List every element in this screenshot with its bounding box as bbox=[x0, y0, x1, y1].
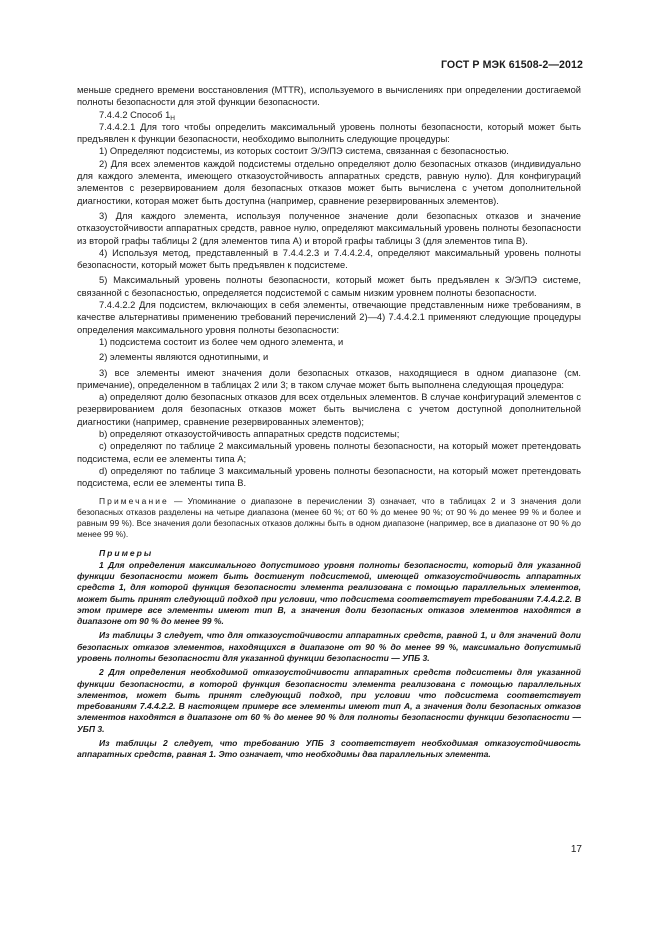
method-subscript: Н bbox=[170, 114, 175, 122]
condition-2: 2) элементы являются однотипными, и bbox=[99, 352, 269, 363]
list-item-2: 2) Для всех элементов каждой подсистемы отдельно определяют долю безопасных отказов (индивидуально для каждого элемента, имеющего отказоустойчивость аппаратных средств, равную нулю). Для конфигураций элементов с резервированием доля безопасных отказов может быть вычислена с учетом дополнительной диагностики, которая может быть доступна (например, сравнение резервированных элементов). bbox=[77, 158, 581, 206]
condition-3: 3) все элементы имеют значения доли безопасных отказов, находящиеся в одном диапазоне (см. примечание), определенном в таблицах 2 или 3; в таком случае может быть выполнена следующая процедура: bbox=[77, 367, 581, 390]
clause-7-4-4-2-2: 7.4.4.2.2 Для подсистем, включающих в себя элементы, отвечающие представленным ниже требованиям, в качестве альтернативы применению требований перечислений 2)—4) 7.4.4.2.1 применяют следующие процедуры определения максимального уровня полноты безопасности: bbox=[77, 300, 581, 335]
procedure-c: c) определяют по таблице 2 максимальный уровень полноты безопасности, на который может претендовать подсистема, если ее элементы типа А; bbox=[77, 441, 581, 464]
examples-title: Примеры bbox=[99, 548, 154, 559]
list-item-1: 1) Определяют подсистемы, из которых состоит Э/Э/ПЭ система, связанная с безопасностью. bbox=[99, 146, 509, 157]
procedure-a: a) определяют долю безопасных отказов для всех отдельных элементов. В случае конфигураций элементов с резервированием доля безопасных отказов может быть вычислена с учетом доступной дополнительной диагностики (например, сравнение резервированных элементов); bbox=[77, 392, 581, 427]
clause-7-4-4-2-1: 7.4.4.2.1 Для того чтобы определить максимальный уровень полноты безопасности, который может быть предъявлен к функции безопасности, необходимо выполнить следующие процедуры: bbox=[77, 121, 581, 145]
condition-1: 1) подсистема состоит из более чем одного элемента, и bbox=[99, 336, 344, 347]
method-heading-text: 7.4.4.2 Способ 1 bbox=[99, 109, 171, 120]
procedure-b: b) определяют отказоустойчивость аппаратных средств подсистемы; bbox=[99, 429, 400, 440]
note-label: Примечание bbox=[99, 495, 169, 506]
note-text: — Упоминание о диапазоне в перечислении 3) означает, что в таблицах 2 и 3 значения доли безопасных отказов разделены на четыре диапазона (менее 60 %; от 60 % до менее 90 %; от 90 % до менее 99 % и более и равным 99 %). Все значения доли безопасных отказов должны быть в одном диапазоне (например, все в диапазоне от 90 % до менее 99 %). bbox=[77, 495, 581, 540]
example-1: 1 Для определения максимального допустимого уровня полноты безопасности, который для указанной функции безопасности может быть достигнут подсистемой, имеющей отказоустойчивость аппаратных средств 1, для которой функция безопасности элемента реализована с помощью параллельных элементов, может быть принят следующий подход при условии, что подсистема соответствует требованиям 7.4.4.2.2. В этом примере все элементы имеют тип В, а значения доли безопасных отказов элементов находятся в диапазоне от 90 % до менее 99 %. bbox=[77, 559, 581, 627]
example-2: 2 Для определения необходимой отказоустойчивости аппаратных средств подсистемы для указанной функции безопасности, в которой функция безопасности элемента реализована с помощью параллельных элементов, может быть принят следующий подход, при условии что подсистема соответствует требованиям 7.4.4.2.2. В настоящем примере все элементы имеют тип А, а значения доли безопасных отказов элементов находятся в диапазоне от 60 % до менее 90 % для полноты безопасности функции безопасности — УБП 3. bbox=[77, 667, 581, 734]
standard-header: ГОСТ Р МЭК 61508-2—2012 bbox=[440, 59, 583, 71]
procedure-d: d) определяют по таблице 3 максимальный уровень полноты безопасности, на который может претендовать подсистема, если ее элементы типа В. bbox=[77, 465, 581, 489]
list-item-4: 4) Используя метод, представленный в 7.4.4.2.3 и 7.4.4.2.4, определяют максимальный уровень полноты безопасности, который может быть предъявлен к подсистеме. bbox=[77, 247, 581, 271]
body-text bbox=[77, 84, 581, 761]
example-1-conclusion: Из таблицы 3 следует, что для отказоустойчивости аппаратных средств, равной 1, и для значений доли безопасных отказов элементов, находящихся в диапазоне от 90 % до менее 99 %, максимально допустимый уровень полноты безопасности для указанной функции безопасности — УПБ 3. bbox=[77, 630, 581, 663]
paragraph-continuation: меньше среднего времени восстановления (MTTR), используемого в вычислениях при определении достигаемой полноты безопасности для этой функции безопасности. bbox=[77, 85, 581, 108]
note bbox=[77, 496, 581, 541]
list-item-5: 5) Максимальный уровень полноты безопасности, который может быть предъявлен к Э/Э/ПЭ системе, связанной с безопасностью, определяется подсистемой с самым низким уровнем полноты безопасности. bbox=[77, 275, 581, 298]
example-2-conclusion: Из таблицы 2 следует, что требованию УПБ 3 соответствует необходимая отказоустойчивость аппаратных средств, равная 1. Это означает, что необходимы два параллельных элемента. bbox=[77, 738, 581, 760]
page-number: 17 bbox=[570, 844, 582, 855]
method-heading bbox=[77, 109, 581, 121]
list-item-3: 3) Для каждого элемента, используя полученное значение доли безопасных отказов и значение отказоустойчивости аппаратных средств, равное нулю, определяют максимальный уровень полноты безопасности из второй графы таблицы 2 (для элементов типа А) и второй графы таблицы 3 (для элементов типа В). bbox=[77, 210, 581, 246]
